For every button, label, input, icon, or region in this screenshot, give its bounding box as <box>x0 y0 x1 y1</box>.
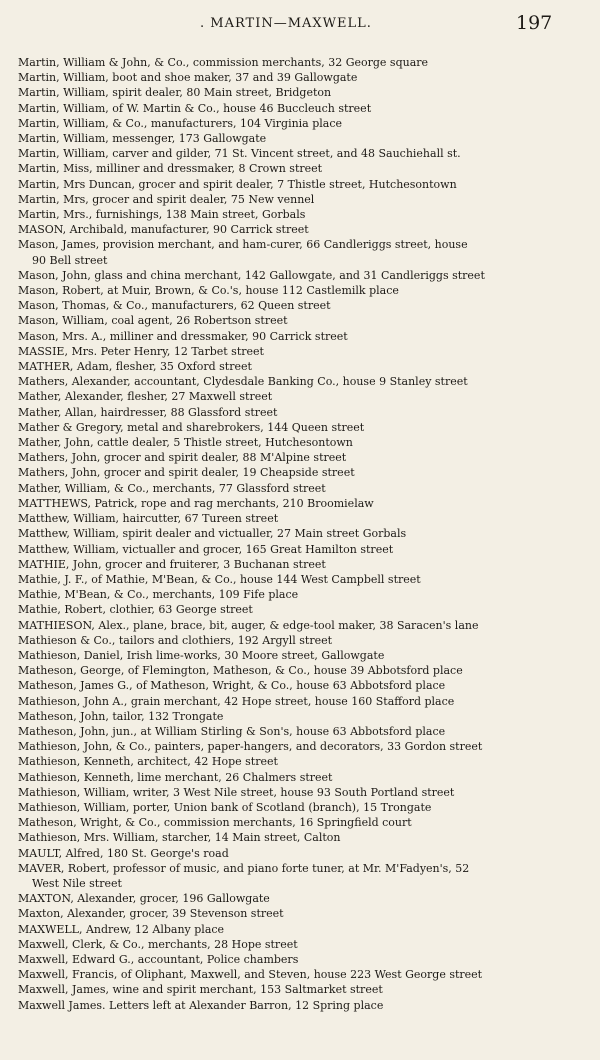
entry-details: cattle dealer, 5 Thistle street, Hutchesontown <box>93 436 353 450</box>
entry-details: Letters left at Alexander Barron, 12 Spring place <box>105 998 384 1012</box>
directory-entry <box>18 101 558 116</box>
directory-entry <box>18 542 558 557</box>
directory-entry <box>18 770 558 785</box>
entry-name: Mathieson, Mrs. William, <box>18 831 159 845</box>
directory-entry <box>18 70 558 85</box>
directory-entry <box>18 405 558 420</box>
directory-entry <box>18 207 558 222</box>
entry-details: hairdresser, 88 Glassford street <box>97 405 278 419</box>
directory-entry <box>18 268 558 283</box>
entry-name: Mathieson, Daniel, <box>18 648 124 662</box>
entry-name: Matheson, George, <box>18 664 125 678</box>
directory-entry <box>18 329 558 344</box>
entry-name: Martin, William, <box>18 86 109 100</box>
directory-entry <box>18 815 558 830</box>
directory-entry <box>18 237 558 267</box>
entry-details: porter, Union bank of Scotland (branch), 15 Trongate <box>129 800 432 814</box>
entry-name: MASON, Archibald, <box>18 223 128 237</box>
entry-details: glass and china merchant, 142 Gallowgate, and 31 Candleriggs street <box>90 268 485 282</box>
entry-details: tailors and clothiers, 192 Argyll street <box>115 633 333 647</box>
entry-name: Matheson, James G., <box>18 679 133 693</box>
directory-entry <box>18 891 558 906</box>
directory-entry <box>18 131 558 146</box>
directory-entry <box>18 830 558 845</box>
entry-details: 12 Tarbet street <box>170 344 264 358</box>
entry-name: Matheson, Wright, & Co., <box>18 816 161 830</box>
entry-name: Maxwell, Edward G., <box>18 952 135 966</box>
entry-details: of Flemington, Matheson, & Co., house 39 Abbotsford place <box>124 664 463 678</box>
directory-entry <box>18 922 558 937</box>
entry-name: Mathieson, John, & Co., <box>18 740 152 754</box>
directory-entry <box>18 374 558 389</box>
directory-entry <box>18 998 558 1013</box>
entry-name: Mathieson, William, <box>18 785 130 799</box>
entry-details: grocer and spirit dealer, 19 Cheapside street <box>100 466 355 480</box>
entry-details: spirit dealer, 80 Main street, Bridgeton <box>108 86 332 100</box>
entry-name: Martin, William, <box>18 71 109 85</box>
directory-entry <box>18 800 558 815</box>
entry-details: messenger, 173 Gallowgate <box>108 132 267 146</box>
entry-details: coal agent, 26 Robertson street <box>107 314 288 328</box>
entry-name: Martin, William, & Co., <box>18 116 148 130</box>
entry-details: haircutter, 67 Tureen street <box>119 512 279 526</box>
entry-name: MATHER, Adam, <box>18 360 113 374</box>
entry-name: Matthew, William, <box>18 512 120 526</box>
entry-details: flesher, 35 Oxford street <box>112 360 252 374</box>
entry-name: Mathieson & Co., <box>18 633 116 647</box>
entry-name: Mathieson, John A., <box>18 694 128 708</box>
directory-entry <box>18 344 558 359</box>
entry-details: grocer and spirit dealer, 7 Thistle street, Hutchesontown <box>135 177 457 191</box>
directory-entry <box>18 177 558 192</box>
entry-name: Martin, William, <box>18 147 109 161</box>
entry-name: Mathers, John, <box>18 466 101 480</box>
directory-entry <box>18 146 558 161</box>
entry-name: Mathie, Robert, <box>18 603 106 617</box>
directory-entry <box>18 298 558 313</box>
entry-name: Mason, William, <box>18 314 108 328</box>
entry-details: flesher, 27 Maxwell street <box>123 390 273 404</box>
entry-name: Mason, Thomas, & Co., <box>18 299 148 313</box>
entry-name: Mather & Gregory, <box>18 420 124 434</box>
entry-name: Mathieson, William, <box>18 800 130 814</box>
directory-entry <box>18 678 558 693</box>
entry-details: at Muir, Brown, & Co.'s, house 112 Castlemilk place <box>103 284 399 298</box>
entry-details: grocer, 39 Stevenson street <box>126 907 284 921</box>
directory-entry <box>18 450 558 465</box>
directory-entry <box>18 663 558 678</box>
entry-details: grocer and spirit dealer, 88 M'Alpine street <box>100 451 347 465</box>
directory-entry <box>18 192 558 207</box>
entry-details: of Oliphant, Maxwell, and Steven, house 223 West George street <box>117 968 483 982</box>
entry-details: of Mathie, M'Bean, & Co., house 144 West Campbell street <box>87 572 421 586</box>
entry-details: of W. Martin & Co., house 46 Buccleuch street <box>108 101 372 115</box>
entry-details: merchants, 77 Glassford street <box>149 481 326 495</box>
entry-details: wine and spirit merchant, 153 Saltmarket street <box>109 983 383 997</box>
entry-details: accountant, Clydesdale Banking Co., house 9 Stanley street <box>130 375 468 389</box>
directory-entry <box>18 952 558 967</box>
page-header <box>0 10 600 40</box>
entry-name: Maxwell James. <box>18 998 106 1012</box>
directory-entry <box>18 906 558 921</box>
directory-entry <box>18 557 558 572</box>
entry-details: rope and rag merchants, 210 Broomielaw <box>137 496 374 510</box>
directory-entry <box>18 465 558 480</box>
entry-name: Martin, William & John, & Co., <box>18 56 190 69</box>
directory-entry <box>18 648 558 663</box>
directory-entry <box>18 602 558 617</box>
entry-details: milliner and dressmaker, 90 Carrick street <box>106 329 348 343</box>
directory-entry <box>18 633 558 648</box>
entry-name: Mathieson, Kenneth, <box>18 755 134 769</box>
entry-name: Mather, Alexander, <box>18 390 124 404</box>
entry-details: carver and gilder, 71 St. Vincent street, and 48 Sauchiehall st. <box>108 147 461 161</box>
directory-entry <box>18 496 558 511</box>
entry-name: Maxwell, James, <box>18 983 110 997</box>
entry-details: at William Stirling & Son's, house 63 Abbotsford place <box>136 724 446 738</box>
entry-name: Mather, William, & Co., <box>18 481 150 495</box>
directory-entry <box>18 283 558 298</box>
entry-details: lime merchant, 26 Chalmers street <box>133 770 333 784</box>
directory-entry <box>18 313 558 328</box>
entry-details: tailor, 132 Trongate <box>108 709 224 723</box>
entry-name: Mathers, John, <box>18 451 101 465</box>
entry-details: starcher, 14 Main street, Calton <box>158 831 341 845</box>
entry-details: painters, paper-hangers, and decorators, 33 Gordon street <box>151 740 483 754</box>
entry-name: MATHIESON, Alex., <box>18 618 130 632</box>
entry-name: Matheson, John, jun., <box>18 724 137 738</box>
entry-details: 12 Albany place <box>131 922 225 936</box>
entry-name: Mathieson, Kenneth, <box>18 770 134 784</box>
entry-name: Martin, William, <box>18 101 109 115</box>
directory-entry <box>18 861 558 891</box>
entry-details: architect, 42 Hope street <box>133 755 278 769</box>
entry-details: Irish lime-works, 30 Moore street, Gallowgate <box>123 648 385 662</box>
entry-name: Martin, Mrs., <box>18 208 93 222</box>
directory-entry <box>18 526 558 541</box>
entry-name: MASSIE, Mrs. Peter Henry, <box>18 344 171 358</box>
directory-entry <box>18 785 558 800</box>
directory-entry <box>18 389 558 404</box>
entry-details: professor of music, and piano forte tuner, at Mr. M'Fadyen's, 52 <box>109 861 470 875</box>
entry-name: Martin, William, <box>18 132 109 146</box>
entry-details: of Matheson, Wright, & Co., house 63 Abbotsford place <box>132 679 446 693</box>
entry-details: grocer and spirit dealer, 75 New vennel <box>88 192 315 206</box>
entry-name: Mathie, J. F., <box>18 572 88 586</box>
directory-entry <box>18 435 558 450</box>
directory-entry <box>18 724 558 739</box>
directory-entry <box>18 420 558 435</box>
directory-entry <box>18 709 558 724</box>
entry-details: plane, brace, bit, auger, & edge-tool maker, 38 Saracen's lane <box>129 618 479 632</box>
directory-entry <box>18 754 558 769</box>
entry-name: Matheson, John, <box>18 709 109 723</box>
entry-name: Matthew, William, <box>18 542 120 556</box>
directory-entry <box>18 572 558 587</box>
entry-details: 180 St. George's road <box>103 846 229 860</box>
entry-details: spirit dealer and victualler, 27 Main street Gorbals <box>119 527 407 541</box>
directory-entry <box>18 116 558 131</box>
entry-details: grain merchant, 42 Hope street, house 160 Stafford place <box>127 694 455 708</box>
directory-entry <box>18 85 558 100</box>
entry-details: boot and shoe maker, 37 and 39 Gallowgate <box>108 71 358 85</box>
entry-details: commission merchants, 32 George square <box>189 56 429 69</box>
entry-name: Martin, Mrs, <box>18 192 89 206</box>
entry-name: Mather, John, <box>18 436 94 450</box>
running-title: . MARTIN—MAXWELL. <box>200 16 372 31</box>
directory-entries <box>18 55 558 1013</box>
entry-name: Matthew, William, <box>18 527 120 541</box>
entry-details: merchants, 28 Hope street <box>144 937 298 951</box>
entry-name: Mathers, Alexander, <box>18 375 131 389</box>
entry-name: Mason, Mrs. A., <box>18 329 107 343</box>
directory-entry <box>18 587 558 602</box>
entry-name: Maxwell, Clerk, & Co., <box>18 937 145 951</box>
entry-details: metal and sharebrokers, 144 Queen street <box>123 420 365 434</box>
entry-details: grocer, 196 Gallowgate <box>136 892 270 906</box>
page-number: 197 <box>516 12 553 34</box>
entry-details: accountant, Police chambers <box>134 952 299 966</box>
entry-details: victualler and grocer, 165 Great Hamilton street <box>119 542 394 556</box>
entry-details: commission merchants, 16 Springfield court <box>160 816 412 830</box>
entry-details: grocer and fruiterer, 3 Buchanan street <box>101 557 326 571</box>
entry-name: MAULT, Alfred, <box>18 846 104 860</box>
entry-name: MAVER, Robert, <box>18 861 110 875</box>
directory-entry <box>18 982 558 997</box>
entry-name: MATHIE, John, <box>18 557 102 571</box>
entry-details: manufacturers, 62 Queen street <box>147 299 331 313</box>
entry-name: Maxton, Alexander, <box>18 907 127 921</box>
entry-name: MATTHEWS, Patrick, <box>18 496 138 510</box>
entry-name: Mason, James, <box>18 238 100 252</box>
directory-entry <box>18 967 558 982</box>
entry-name: MAXWELL, Andrew, <box>18 922 132 936</box>
directory-entry <box>18 694 558 709</box>
entry-name: Mathie, M'Bean, & Co., <box>18 588 149 602</box>
entry-details: provision merchant, and ham-curer, 66 Candleriggs street, house <box>99 238 468 252</box>
entry-name: Martin, Mrs Duncan, <box>18 177 136 191</box>
directory-entry <box>18 846 558 861</box>
directory-entry <box>18 161 558 176</box>
entry-name: Mason, Robert, <box>18 284 104 298</box>
entry-details: milliner and dressmaker, 8 Crown street <box>92 162 323 176</box>
directory-entry <box>18 481 558 496</box>
entry-details: manufacturer, 90 Carrick street <box>127 223 309 237</box>
entry-name: Mason, John, <box>18 268 91 282</box>
entry-continuation: 90 Bell street <box>32 253 108 267</box>
directory-entry <box>18 511 558 526</box>
entry-details: furnishings, 138 Main street, Gorbals <box>92 208 306 222</box>
entry-details: merchants, 109 Fife place <box>149 588 299 602</box>
directory-entry <box>18 222 558 237</box>
directory-entry <box>18 739 558 754</box>
entry-continuation: West Nile street <box>32 876 122 890</box>
directory-entry <box>18 55 558 70</box>
entry-details: manufacturers, 104 Virginia place <box>147 116 343 130</box>
entry-name: MAXTON, Alexander, <box>18 892 137 906</box>
entry-name: Maxwell, Francis, <box>18 968 118 982</box>
directory-entry <box>18 937 558 952</box>
entry-details: writer, 3 West Nile street, house 93 South Portland street <box>129 785 455 799</box>
entry-details: clothier, 63 George street <box>105 603 253 617</box>
directory-entry <box>18 618 558 633</box>
entry-name: Martin, Miss, <box>18 162 93 176</box>
directory-entry <box>18 359 558 374</box>
entry-name: Mather, Allan, <box>18 405 97 419</box>
